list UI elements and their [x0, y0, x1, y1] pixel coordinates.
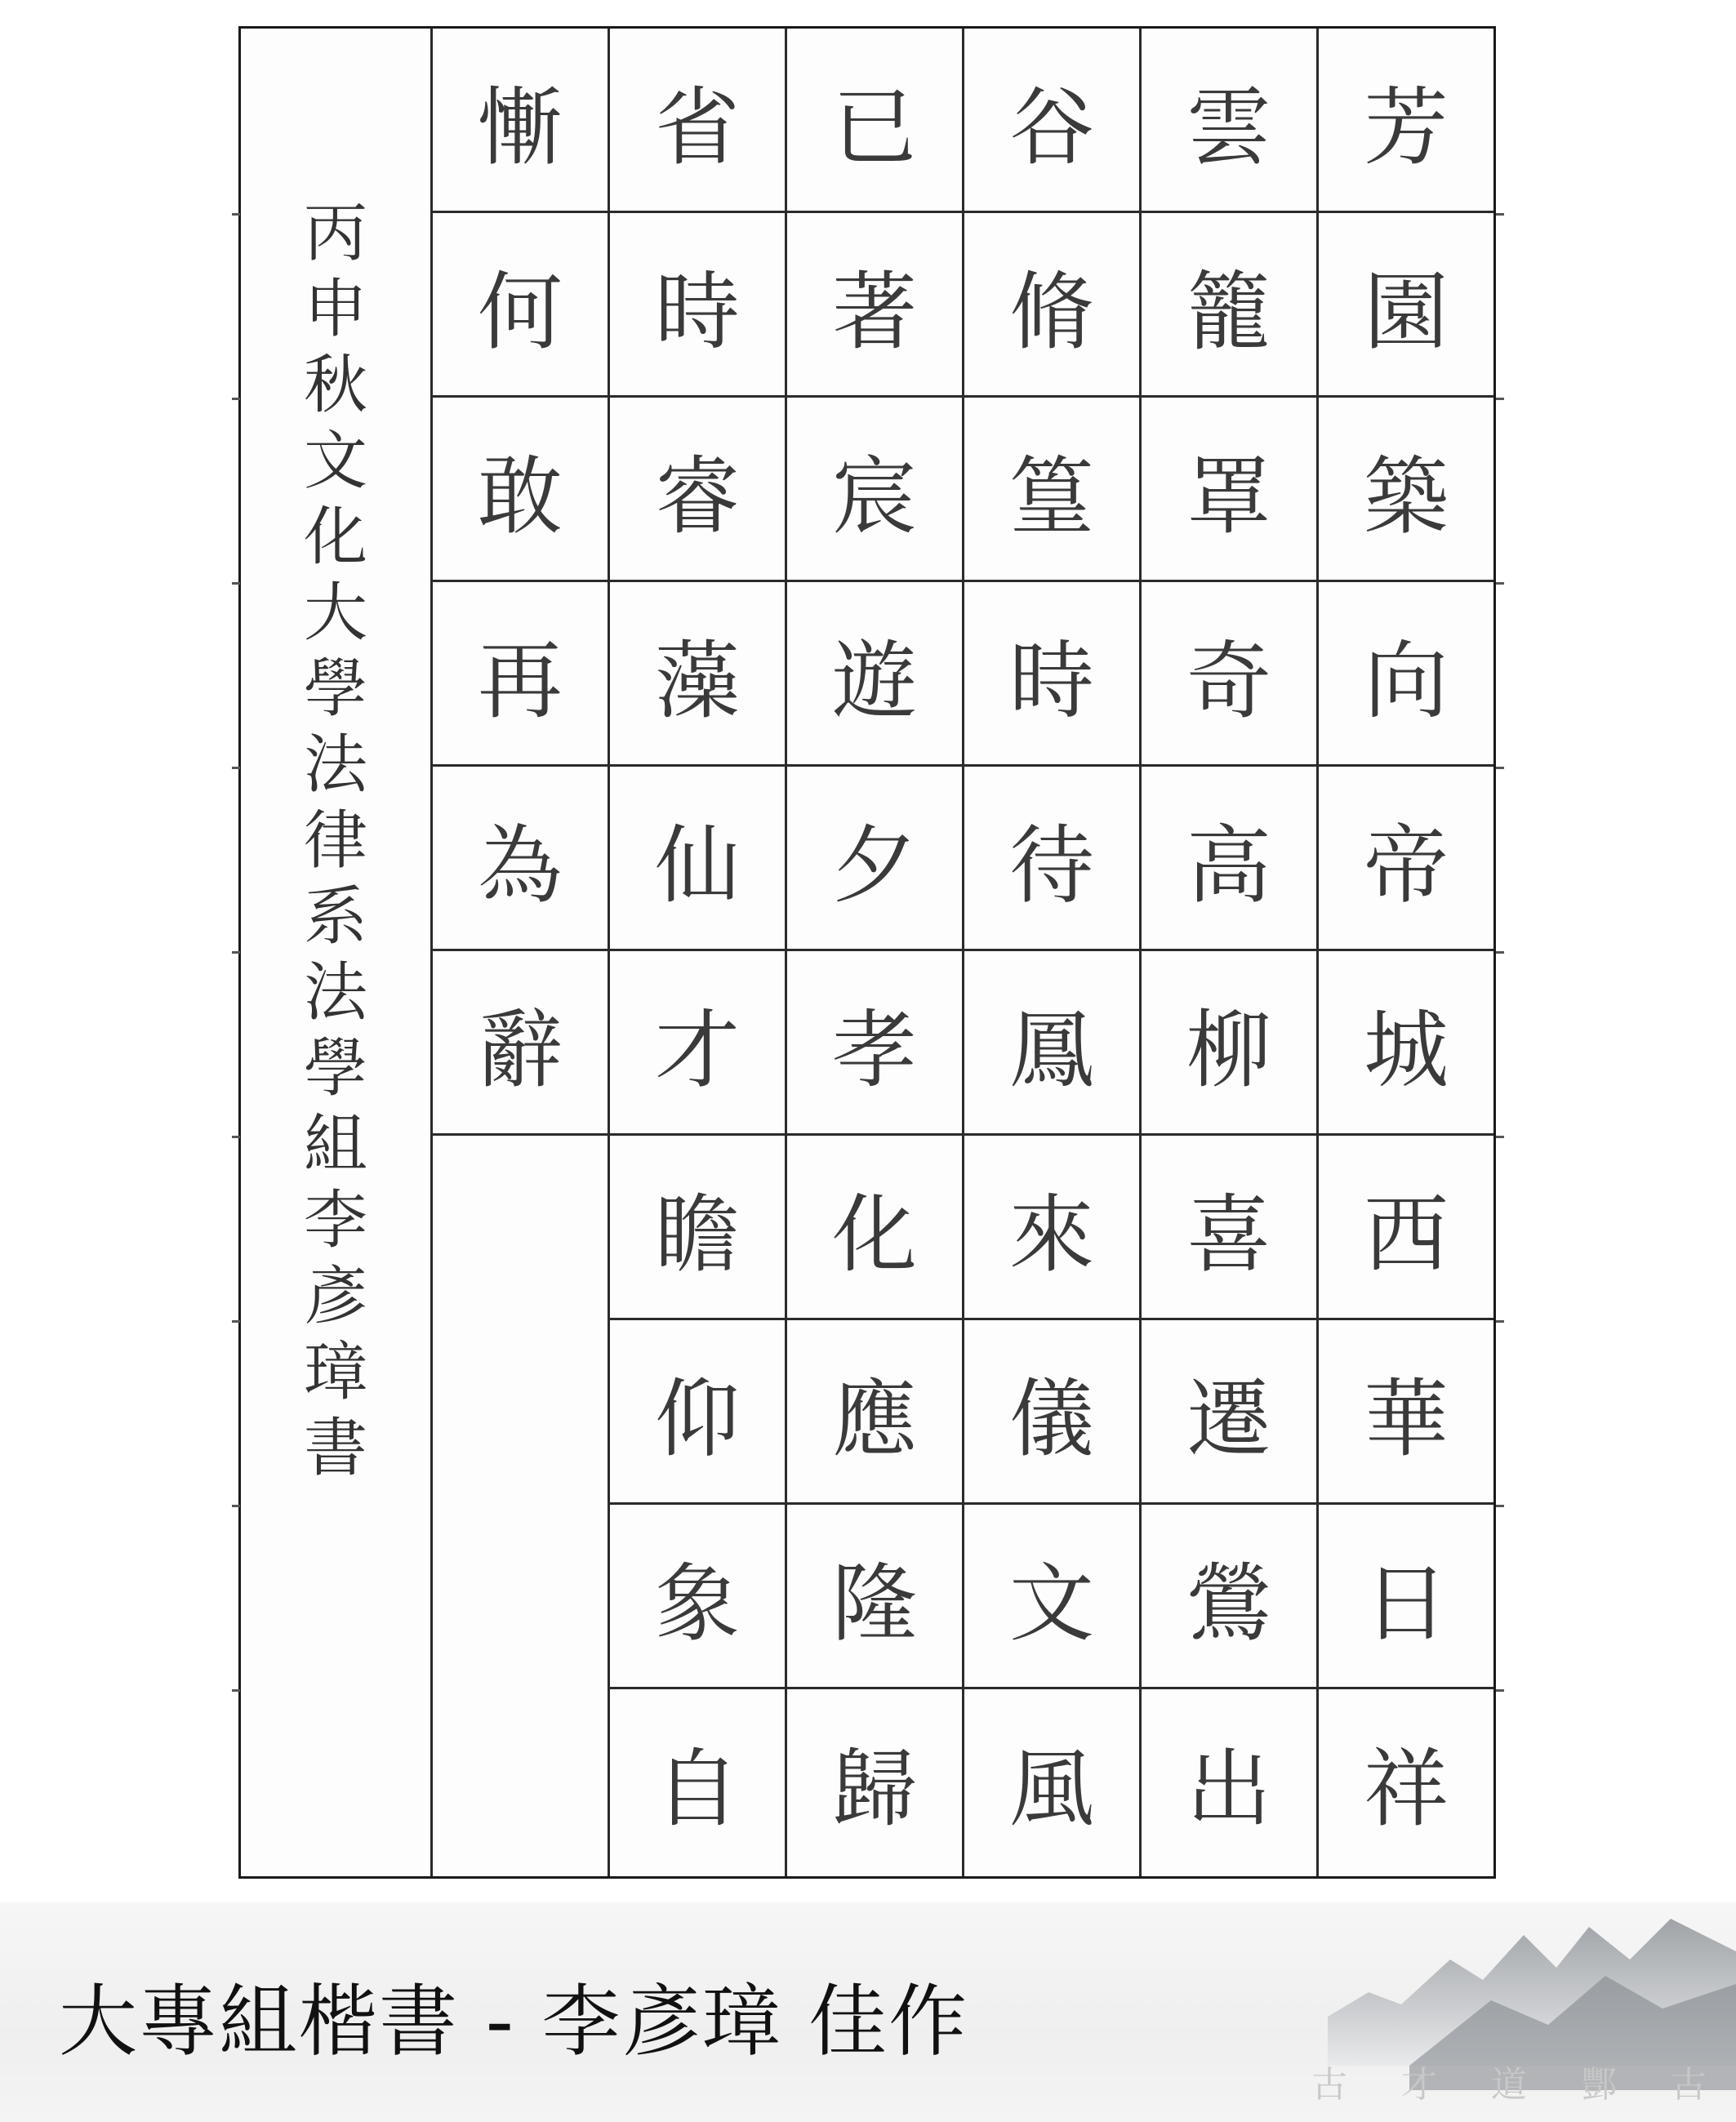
- character-cell: 脩: [964, 213, 1139, 398]
- signature-char: 璋: [303, 1336, 367, 1409]
- signature-char: 申: [303, 273, 367, 346]
- character-cell: 向: [1319, 582, 1493, 767]
- signature-char: 律: [303, 804, 367, 878]
- calligraphy-sheet: [238, 26, 1496, 1879]
- award-caption: 大專組楷書 - 李彥璋 佳作: [59, 1976, 969, 2067]
- character-cell: 應: [787, 1320, 962, 1505]
- text-column: [608, 29, 785, 1876]
- text-column: [1316, 29, 1493, 1876]
- character-cell: 宸: [787, 398, 962, 582]
- signature-column: [241, 29, 430, 1876]
- signature-char: 秋: [303, 349, 367, 422]
- character-cell: 籠: [1142, 213, 1316, 398]
- character-cell: 象: [610, 1505, 785, 1689]
- signature-char: 法: [303, 728, 367, 802]
- character-cell: 華: [1319, 1320, 1493, 1505]
- grid-tick-mark: [232, 213, 240, 216]
- character-cell: 帝: [1319, 767, 1493, 951]
- character-cell: 省: [610, 29, 785, 213]
- character-cell: 隆: [787, 1505, 962, 1689]
- signature-char: 書: [303, 1412, 367, 1485]
- character-cell: 西: [1319, 1136, 1493, 1320]
- character-cell: 孝: [787, 951, 962, 1136]
- signature-char: 組: [303, 1108, 367, 1181]
- character-cell: 慚: [433, 29, 608, 213]
- character-cell: 來: [964, 1136, 1139, 1320]
- grid-tick-mark: [232, 767, 240, 769]
- signature-char: 丙: [303, 197, 367, 270]
- character-cell: 何: [433, 213, 608, 398]
- character-cell: 遷: [1142, 1320, 1316, 1505]
- character-cell: 自: [654, 1739, 740, 1839]
- character-cell: 芳: [1319, 29, 1493, 213]
- signature-char: 學: [303, 1032, 367, 1105]
- character-cell: 為: [433, 767, 608, 951]
- character-cell: 藻: [610, 582, 785, 767]
- grid-tick-mark: [1496, 767, 1504, 769]
- character-cell: 才: [610, 951, 785, 1136]
- grid-tick-mark: [232, 1689, 240, 1692]
- character-cell: 敢: [433, 398, 608, 582]
- character-cell: 奇: [1142, 582, 1316, 767]
- character-cell: 已: [787, 29, 962, 213]
- character-cell: 文: [964, 1505, 1139, 1689]
- character-cell: 城: [1319, 951, 1493, 1136]
- signature-char: 化: [303, 500, 367, 574]
- character-cell: 園: [1319, 213, 1493, 398]
- grid-tick-mark: [232, 1505, 240, 1507]
- text-column: [962, 29, 1139, 1876]
- grid-tick-mark: [1496, 951, 1504, 954]
- grid-tick-mark: [1496, 1689, 1504, 1692]
- character-cell: 歸: [831, 1739, 917, 1839]
- character-cell: 風: [1008, 1739, 1094, 1839]
- grid-tick-mark: [232, 398, 240, 400]
- signature-inscription: [241, 29, 430, 1876]
- grid-tick-mark: [232, 1320, 240, 1323]
- text-column: [1139, 29, 1316, 1876]
- signature-char: 文: [303, 425, 367, 498]
- character-cell: 篁: [964, 398, 1139, 582]
- character-cell: 時: [610, 213, 785, 398]
- character-cell: 鳳: [964, 951, 1139, 1136]
- grid-tick-mark: [1496, 398, 1504, 400]
- signature-char: 李: [303, 1184, 367, 1257]
- character-cell: 喜: [1142, 1136, 1316, 1320]
- signature-char: 彥: [303, 1260, 367, 1333]
- character-cell: 再: [433, 582, 608, 767]
- character-cell: 夕: [787, 767, 962, 951]
- character-cell: 谷: [964, 29, 1139, 213]
- character-cell: 罩: [1142, 398, 1316, 582]
- character-cell: 瞻: [610, 1136, 785, 1320]
- character-cell: 築: [1319, 398, 1493, 582]
- character-cell: 日: [1319, 1505, 1493, 1689]
- signature-char: 學: [303, 652, 367, 726]
- grid-tick-mark: [1496, 582, 1504, 585]
- character-cell: 儀: [964, 1320, 1139, 1505]
- signature-char: 系: [303, 880, 367, 954]
- text-column: [785, 29, 962, 1876]
- character-cell: 睿: [610, 398, 785, 582]
- character-cell: 仰: [610, 1320, 785, 1505]
- grid-tick-mark: [1496, 1136, 1504, 1138]
- watermark-characters: 古 才 道 酆 古: [1311, 2064, 1728, 2106]
- character-cell: 時: [964, 582, 1139, 767]
- signature-char: 大: [303, 576, 367, 650]
- grid-tick-mark: [1496, 1320, 1504, 1323]
- character-cell: 出: [1186, 1739, 1271, 1839]
- character-cell: 雲: [1142, 29, 1316, 213]
- character-cell: 柳: [1142, 951, 1316, 1136]
- grid-tick-mark: [232, 951, 240, 954]
- grid-tick-mark: [232, 1136, 240, 1138]
- signature-char: 法: [303, 956, 367, 1030]
- caption-banner: [0, 1902, 1736, 2122]
- grid-tick-mark: [1496, 1505, 1504, 1507]
- character-cell: 祥: [1363, 1739, 1449, 1839]
- character-cell: 待: [964, 767, 1139, 951]
- grid-tick-mark: [1496, 213, 1504, 216]
- character-cell: 仙: [610, 767, 785, 951]
- character-cell: 著: [787, 213, 962, 398]
- character-cell: 高: [1142, 767, 1316, 951]
- character-cell: 鶯: [1142, 1505, 1316, 1689]
- text-column: [430, 29, 608, 1876]
- character-cell: 化: [787, 1136, 962, 1320]
- character-cell: 遊: [787, 582, 962, 767]
- grid-tick-mark: [232, 582, 240, 585]
- character-cell: 辭: [433, 951, 608, 1136]
